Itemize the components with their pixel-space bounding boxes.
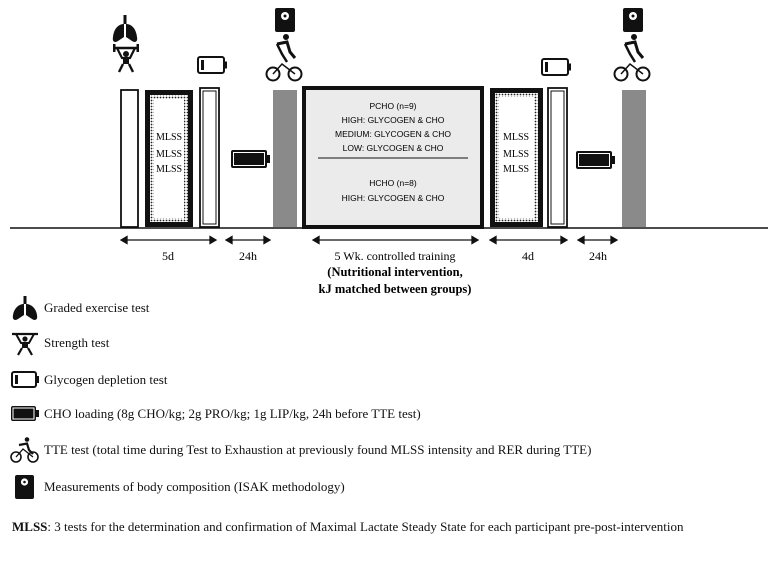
duration-label: 24h bbox=[239, 249, 257, 263]
hcho-title: HCHO (n=8) bbox=[369, 178, 417, 188]
full-battery-icon bbox=[10, 401, 40, 427]
scale-icon bbox=[623, 8, 643, 32]
empty-battery-icon bbox=[10, 367, 40, 393]
scale-icon bbox=[275, 8, 295, 32]
mlss-footnote bbox=[12, 512, 758, 542]
nutrition-note: (Nutritional intervention, bbox=[327, 265, 463, 279]
mlss-label: MLSS bbox=[155, 164, 183, 175]
pcho-line: LOW: GLYCOGEN & CHO bbox=[342, 143, 444, 153]
legend-text: Strength test bbox=[44, 335, 110, 350]
legend-item bbox=[10, 401, 421, 427]
hcho-line: HIGH: GLYCOGEN & CHO bbox=[341, 193, 445, 203]
legend-item bbox=[10, 330, 109, 356]
duration-arrows bbox=[121, 237, 617, 244]
mlss-label: MLSS bbox=[502, 149, 530, 160]
legend-item bbox=[10, 367, 167, 393]
cyclist-icon bbox=[615, 34, 650, 81]
mlss-label: MLSS bbox=[502, 132, 530, 143]
mlss-label: MLSS bbox=[502, 164, 530, 175]
legend-text: Glycogen depletion test bbox=[44, 372, 168, 387]
lungs-icon bbox=[113, 15, 137, 42]
mlss-label: MLSS bbox=[155, 149, 183, 160]
mlss-definition: : 3 tests for the determination and confirmation of Maximal Lactate Steady State for each participant pre-post-intervention bbox=[47, 519, 684, 534]
full-battery-icon bbox=[231, 150, 270, 168]
duration-label: 5 Wk. controlled training bbox=[334, 249, 456, 263]
scale-icon bbox=[10, 474, 40, 500]
full-battery-icon bbox=[576, 151, 615, 169]
legend-text: Measurements of body composition (ISAK methodology) bbox=[44, 479, 345, 494]
mlss-term: MLSS bbox=[12, 519, 48, 534]
weightlifter-icon bbox=[113, 44, 139, 72]
graded-test-bar bbox=[121, 90, 138, 227]
weightlifter-icon bbox=[10, 330, 40, 356]
legend-text: TTE test (total time during Test to Exhaustion at previously found MLSS intensity and RER during TTE) bbox=[44, 442, 592, 457]
tte-bar-post bbox=[622, 90, 646, 227]
pcho-line: MEDIUM: GLYCOGEN & CHO bbox=[334, 129, 452, 139]
duration-label: 5d bbox=[162, 249, 174, 263]
pcho-title: PCHO (n=9) bbox=[369, 101, 417, 111]
legend-text: CHO loading (8g CHO/kg; 2g PRO/kg; 1g LIP/kg, 24h before TTE test) bbox=[44, 406, 421, 421]
pcho-line: HIGH: GLYCOGEN & CHO bbox=[341, 115, 445, 125]
duration-label: 24h bbox=[589, 249, 607, 263]
empty-battery-icon bbox=[542, 59, 571, 75]
cyclist-icon bbox=[10, 437, 40, 463]
legend-text: Graded exercise test bbox=[44, 300, 150, 315]
lungs-icon bbox=[10, 295, 40, 321]
legend-item bbox=[10, 474, 345, 500]
mlss-label: MLSS bbox=[155, 132, 183, 143]
cyclist-icon bbox=[267, 34, 302, 81]
legend-item bbox=[10, 437, 591, 463]
duration-label: 4d bbox=[522, 249, 534, 263]
empty-battery-icon bbox=[198, 57, 227, 73]
tte-bar-pre bbox=[273, 90, 297, 227]
nutrition-note: kJ matched between groups) bbox=[318, 282, 472, 296]
legend-item bbox=[10, 295, 149, 321]
